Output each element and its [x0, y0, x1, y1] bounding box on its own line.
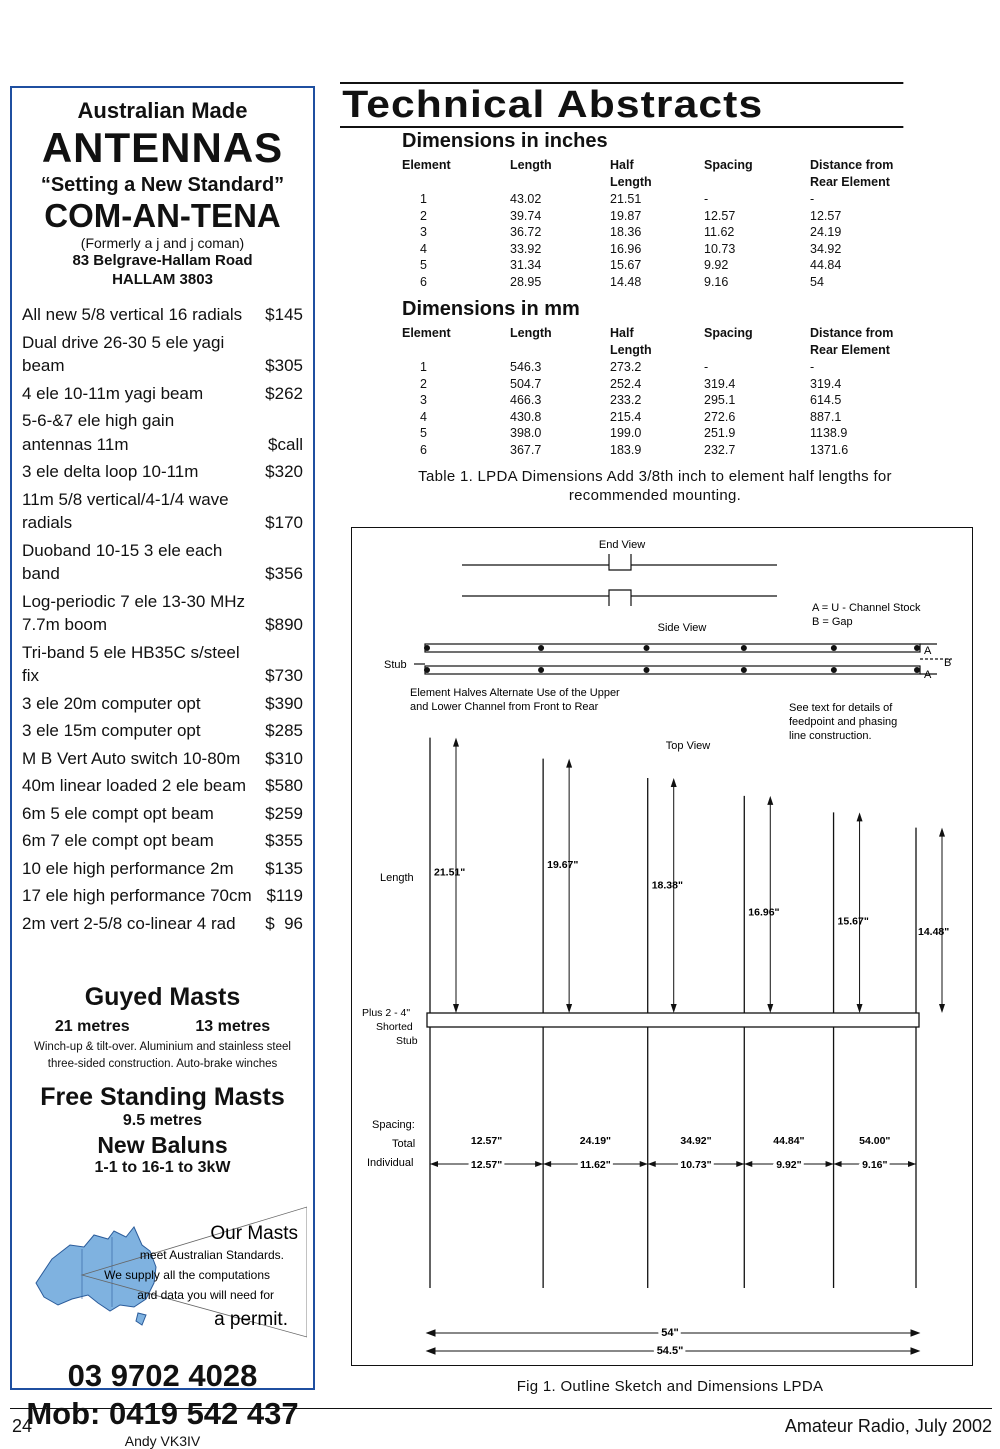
table-cell: 21.51 — [610, 192, 642, 206]
price-list-item — [22, 458, 303, 486]
end-view-drawing — [462, 554, 777, 606]
table-cell: 10.73 — [704, 241, 736, 256]
ad-company-name: COM-AN-TENA — [44, 197, 281, 234]
item-price: $580 — [265, 776, 303, 795]
total-spacing-label: 34.92" — [680, 1135, 712, 1147]
table-cell: 887.1 — [810, 409, 842, 424]
side-view-element-dots — [424, 645, 920, 673]
item-price: $730 — [265, 666, 303, 685]
table-cell: 295.1 — [704, 393, 736, 407]
table-cell: 215.4 — [610, 409, 642, 424]
table-cell: - — [704, 192, 709, 206]
price-list-item — [22, 486, 303, 537]
lpda-figure — [351, 527, 973, 1366]
item-name: Log-periodic 7 ele 13-30 MHz 7.7m boom — [22, 591, 246, 634]
price-list-item — [22, 329, 303, 380]
upper-channel-dot — [831, 645, 837, 651]
table-cell: 251.9 — [704, 426, 736, 440]
item-name: 3 ele 15m computer opt — [22, 721, 201, 740]
top-view-label: Top View — [665, 740, 711, 752]
australia-map-graphic — [22, 1187, 303, 1357]
price-list-item — [22, 745, 303, 773]
ad-line-australian-made: Australian Made — [77, 98, 248, 123]
table-row — [402, 241, 930, 258]
item-price: $call — [268, 434, 303, 454]
overall-54-5: 54.5" — [656, 1345, 684, 1357]
inches-table — [402, 157, 930, 290]
plus-stub-2: Shorted — [376, 1021, 413, 1033]
mm-table — [402, 325, 930, 458]
guyed-masts-heading: Guyed Masts — [84, 983, 241, 1011]
phone-number: 03 9702 4028 — [67, 1358, 258, 1393]
table-header: Spacing — [704, 326, 753, 340]
antenna-advertisement — [10, 86, 315, 1449]
total-spacing-label: 54.00" — [859, 1135, 891, 1147]
item-price: $135 — [265, 858, 303, 878]
price-list-item — [22, 827, 303, 855]
item-name: 2m vert 2-5/8 co-linear 4 rad — [22, 913, 236, 933]
item-price: $145 — [265, 305, 303, 324]
table-cell: 3 — [420, 225, 427, 239]
channel-a-upper-label: A — [924, 645, 932, 657]
table-header: Length — [510, 158, 552, 172]
table-cell: 24.19 — [810, 225, 842, 239]
lower-channel-dot — [831, 667, 837, 673]
table-cell: 12.57 — [704, 208, 736, 223]
table-cell: - — [810, 360, 815, 374]
map-text-standards: meet Australian Standards. — [139, 1248, 284, 1262]
table-cell: 1 — [420, 192, 427, 206]
table-row — [402, 442, 930, 459]
table-row — [402, 274, 930, 291]
item-price: $890 — [265, 615, 303, 634]
mm-heading: Dimensions in mm — [402, 298, 580, 320]
end-view-label: End View — [598, 539, 646, 551]
table-cell: 16.96 — [610, 241, 642, 256]
table-cell: 5 — [420, 426, 427, 440]
table-cell: 1 — [420, 360, 427, 374]
table-cell: 4 — [420, 409, 427, 424]
element-length-label: 21.51" — [434, 866, 466, 879]
upper-channel-dot — [914, 645, 920, 651]
price-list-item — [22, 882, 303, 910]
plus-stub-3: Stub — [396, 1035, 418, 1047]
table-cell: 1138.9 — [810, 426, 848, 440]
item-name: Tri-band 5 ele HB35C s/steel fix — [22, 642, 240, 685]
item-name: 5-6-&7 ele high gain antennas 11m — [22, 411, 175, 454]
channel-a-lower-label: A — [924, 669, 932, 681]
element-length-label: 14.48" — [918, 926, 950, 939]
table-row — [402, 191, 930, 208]
item-name: Dual drive 26-30 5 ele yagi beam — [22, 332, 225, 375]
table-cell: 183.9 — [610, 442, 642, 457]
element-length-label: 18.38" — [651, 879, 683, 892]
item-price: $320 — [265, 462, 303, 481]
table-cell: 272.6 — [704, 409, 736, 424]
article-title: Technical Abstracts — [340, 82, 903, 128]
lower-channel-dot — [741, 667, 747, 673]
table-cell: 232.7 — [704, 442, 736, 457]
table-cell: 199.0 — [610, 426, 642, 440]
mobile-number: Mob: 0419 542 437 — [26, 1396, 299, 1431]
table-cell: 31.34 — [510, 258, 542, 272]
price-list-item — [22, 380, 303, 408]
table-cell: 233.2 — [610, 393, 642, 407]
table-cell: 3 — [420, 393, 427, 407]
table-header: Spacing — [704, 158, 753, 172]
upper-channel-dot — [424, 645, 430, 651]
table-header: Half Length — [610, 158, 652, 189]
inches-heading: Dimensions in inches — [402, 130, 608, 152]
price-list-item — [22, 855, 303, 883]
item-name: 6m 7 ele compt opt beam — [22, 831, 214, 850]
table-cell: - — [704, 360, 709, 374]
lower-channel-dot — [538, 667, 544, 673]
item-price: $259 — [265, 803, 303, 823]
table-cell: 504.7 — [510, 376, 542, 391]
table-cell: 319.4 — [704, 376, 736, 391]
item-name: 3 ele delta loop 10-11m — [22, 462, 199, 481]
item-name: 3 ele 20m computer opt — [22, 693, 201, 713]
guyed-size-13: 13 metres — [195, 1018, 271, 1035]
item-name: M B Vert Auto switch 10-80m — [22, 748, 241, 768]
lower-channel-dot — [424, 667, 430, 673]
table-cell: 11.62 — [704, 225, 735, 239]
free-standing-size: 9.5 metres — [122, 1112, 203, 1129]
guyed-masts-sizes — [22, 1018, 303, 1036]
price-list-item — [22, 772, 303, 800]
table-cell: 54 — [810, 274, 824, 289]
table-cell: - — [810, 192, 815, 206]
table-cell: 19.87 — [610, 208, 642, 223]
guyed-size-21: 21 metres — [54, 1018, 130, 1035]
magazine-issue: Amateur Radio, July 2002 — [784, 1416, 992, 1436]
item-price: $390 — [265, 693, 303, 713]
table-cell: 9.16 — [704, 274, 729, 289]
table-cell: 2 — [420, 376, 427, 391]
item-price: $310 — [265, 748, 303, 768]
item-name: 6m 5 ele compt opt beam — [22, 803, 214, 823]
price-list-item — [22, 588, 303, 639]
element-length-label: 16.96" — [748, 906, 780, 919]
ad-line-antennas: ANTENNAS — [41, 124, 284, 171]
item-price: $355 — [265, 831, 303, 850]
free-standing-heading: Free Standing Masts — [40, 1083, 285, 1111]
item-name: 11m 5/8 vertical/4-1/4 wave radials — [22, 489, 229, 532]
gap-b-label: B — [944, 657, 952, 669]
total-spacing-label: 24.19" — [579, 1135, 612, 1147]
table-row — [402, 376, 930, 393]
individual-spacing-label: 12.57" — [470, 1159, 503, 1171]
figure-caption: Fig 1. Outline Sketch and Dimensions LPDA — [516, 1378, 824, 1395]
map-text-our-masts: Our Masts — [210, 1223, 298, 1244]
individual-spacing-label: 11.62" — [580, 1159, 611, 1171]
price-list-item — [22, 910, 303, 938]
side-view-drawing — [414, 644, 952, 674]
table-row — [402, 359, 930, 376]
table-row — [402, 409, 930, 426]
page-number: 24 — [12, 1416, 33, 1436]
table-cell: 36.72 — [510, 225, 542, 239]
price-list-item — [22, 717, 303, 745]
spacing-label: Spacing: — [372, 1119, 415, 1131]
halves-note-1: Element Halves Alternate Use of the Upper — [410, 687, 620, 699]
price-list-item — [22, 690, 303, 718]
map-text-data: and data you will need for — [137, 1288, 274, 1302]
lower-channel-dot — [914, 667, 920, 673]
item-name: Duoband 10-15 3 ele each band — [22, 540, 223, 583]
table-cell: 4 — [420, 241, 427, 256]
see-text-3: line construction. — [789, 730, 872, 742]
individual-spacing-label: 10.73" — [680, 1159, 712, 1171]
legend-a: A = U - Channel Stock — [812, 602, 921, 614]
upper-channel-dot — [644, 645, 650, 651]
stub-label: Stub — [384, 659, 407, 671]
upper-channel-dot — [741, 645, 747, 651]
side-view-label: Side View — [657, 622, 707, 634]
table-cell: 15.67 — [610, 258, 642, 272]
item-price: $305 — [265, 356, 303, 375]
price-list-item — [22, 800, 303, 828]
contact-name: Andy VK3IV — [124, 1433, 201, 1449]
table-header: Half Length — [610, 326, 652, 357]
table-header: Element — [402, 158, 451, 172]
table-cell: 319.4 — [810, 376, 842, 391]
table-caption: Table 1. LPDA Dimensions Add 3/8th inch to element half lengths for recommended mounting. — [418, 468, 892, 504]
map-text-permit: a permit. — [214, 1309, 288, 1330]
table-row — [402, 392, 930, 409]
table-cell: 18.36 — [610, 225, 642, 239]
table-cell: 44.84 — [810, 258, 842, 272]
table-cell: 5 — [420, 258, 427, 272]
table-cell: 6 — [420, 442, 427, 457]
table-cell: 39.74 — [510, 208, 542, 223]
table-cell: 9.92 — [704, 258, 729, 272]
table-cell: 2 — [420, 208, 427, 223]
winch-note-1: Winch-up & tilt-over. Aluminium and stainless steel — [34, 1041, 291, 1053]
item-price: $356 — [265, 564, 303, 583]
ad-suburb: HALLAM 3803 — [112, 271, 213, 288]
individual-spacing-label: 9.92" — [776, 1159, 802, 1171]
price-list-item — [22, 537, 303, 588]
table-cell: 43.02 — [510, 192, 542, 206]
table-cell: 6 — [420, 274, 427, 289]
baluns-spec: 1-1 to 16-1 to 3kW — [94, 1159, 231, 1176]
length-label: Length — [380, 872, 414, 884]
spacing-dimensions — [430, 1135, 916, 1171]
table-header: Distance from Rear Element — [810, 326, 894, 357]
table-cell: 546.3 — [510, 360, 542, 374]
table-cell: 34.92 — [810, 241, 842, 256]
ad-address: 83 Belgrave-Hallam Road — [72, 252, 253, 269]
item-name: 10 ele high performance 2m — [22, 858, 234, 878]
price-list-item — [22, 407, 303, 458]
table-cell: 273.2 — [610, 360, 642, 374]
table-cell: 430.8 — [510, 409, 542, 424]
boom-stub — [427, 1013, 919, 1027]
table-header: Element — [402, 326, 451, 340]
item-price: $170 — [265, 513, 303, 532]
footer-rule — [10, 1408, 992, 1409]
winch-note-2: three-sided construction. Auto-brake winches — [47, 1058, 278, 1070]
item-name: 4 ele 10-11m yagi beam — [22, 383, 204, 403]
table-cell: 398.0 — [510, 426, 542, 440]
table-header: Distance from Rear Element — [810, 158, 894, 189]
map-text-computations: We supply all the computations — [104, 1268, 270, 1282]
individual-label: Individual — [367, 1157, 414, 1169]
item-price: $ 96 — [265, 913, 303, 933]
price-list-item — [22, 301, 303, 329]
item-name: All new 5/8 vertical 16 radials — [22, 305, 243, 324]
legend-b: B = Gap — [812, 616, 853, 628]
price-list-item — [22, 639, 303, 690]
table-cell: 614.5 — [810, 393, 842, 407]
table-cell: 252.4 — [610, 376, 642, 391]
table-cell: 1371.6 — [810, 442, 849, 457]
halves-note-2: and Lower Channel from Front to Rear — [410, 701, 599, 713]
plus-stub-1: Plus 2 - 4" — [362, 1007, 411, 1019]
individual-spacing-label: 9.16" — [862, 1159, 888, 1171]
total-label: Total — [392, 1138, 416, 1150]
lower-channel-dot — [644, 667, 650, 673]
total-spacing-label: 44.84" — [773, 1135, 805, 1147]
ad-slogan: “Setting a New Standard” — [40, 174, 285, 196]
table-cell: 367.7 — [510, 442, 542, 457]
item-name: 17 ele high performance 70cm — [22, 886, 252, 905]
table-cell: 14.48 — [610, 274, 642, 289]
item-price: $119 — [266, 886, 303, 905]
table-row — [402, 257, 930, 274]
ad-formerly: (Formerly a j and j coman) — [80, 235, 245, 251]
total-spacing-label: 12.57" — [470, 1135, 503, 1147]
table-row — [402, 224, 930, 241]
table-cell: 28.95 — [510, 274, 542, 289]
see-text-2: feedpoint and phasing — [789, 716, 898, 728]
table-header: Length — [510, 326, 552, 340]
table-cell: 466.3 — [510, 393, 542, 407]
item-price: $262 — [265, 383, 303, 403]
ad-price-list — [22, 301, 303, 937]
item-price: $285 — [265, 721, 303, 740]
table-row — [402, 208, 930, 225]
element-length-label: 19.67" — [547, 859, 579, 872]
table-cell: 33.92 — [510, 241, 542, 256]
upper-channel-dot — [538, 645, 544, 651]
overall-54: 54" — [661, 1327, 679, 1339]
item-name: 40m linear loaded 2 ele beam — [22, 776, 246, 795]
see-text-1: See text for details of — [789, 702, 893, 714]
table-row — [402, 425, 930, 442]
baluns-heading: New Baluns — [97, 1132, 228, 1158]
element-length-label: 15.67" — [837, 915, 869, 928]
table-cell: 12.57 — [810, 208, 842, 223]
